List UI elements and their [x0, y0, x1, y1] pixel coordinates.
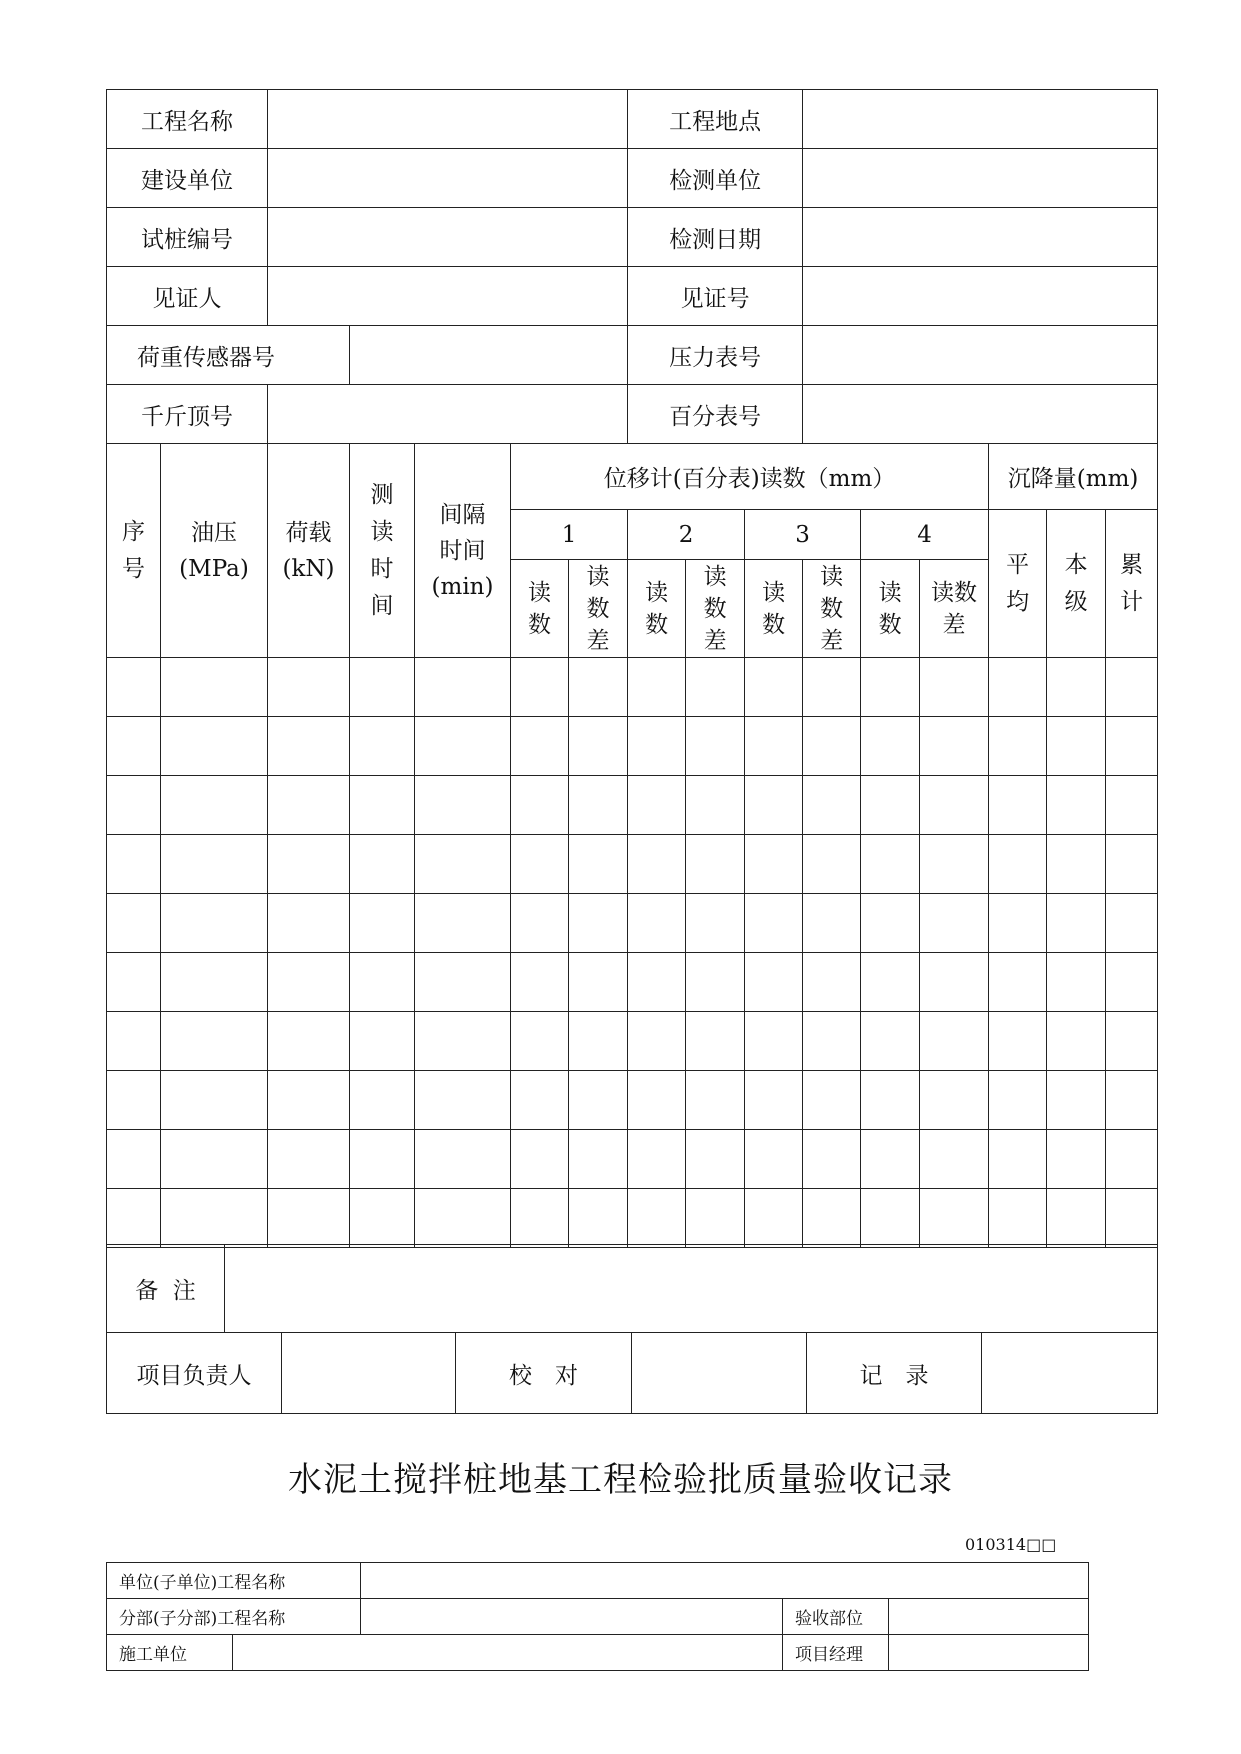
data-cell[interactable] [268, 1012, 350, 1071]
data-cell[interactable] [628, 658, 686, 717]
value-pressure-gauge-no[interactable] [803, 326, 1158, 385]
data-cell[interactable] [107, 1130, 161, 1189]
table-row [107, 658, 1158, 717]
data-cell[interactable] [350, 1071, 415, 1130]
gauge-3: 3 [745, 510, 861, 560]
data-cell[interactable] [628, 1071, 686, 1130]
data-cell[interactable] [511, 835, 569, 894]
data-cell[interactable] [1047, 1071, 1106, 1130]
label-construction-unit: 建设单位 [107, 149, 268, 208]
subdivision-project-field[interactable] [361, 1599, 783, 1635]
col-read-time: 测读时间 [350, 444, 415, 658]
data-cell[interactable] [1047, 717, 1106, 776]
data-cell[interactable] [268, 894, 350, 953]
data-cell[interactable] [861, 1130, 920, 1189]
data-cell[interactable] [989, 1071, 1047, 1130]
data-cell[interactable] [415, 776, 511, 835]
data-cell[interactable] [628, 953, 686, 1012]
data-cell[interactable] [686, 658, 745, 717]
data-cell[interactable] [803, 1012, 861, 1071]
value-dial-gauge-no[interactable] [803, 385, 1158, 444]
data-cell[interactable] [569, 1130, 628, 1189]
info-row [107, 90, 1158, 149]
header-row [107, 444, 1158, 510]
value-witness[interactable] [268, 267, 628, 326]
data-cell[interactable] [861, 1189, 920, 1248]
data-cell[interactable] [511, 953, 569, 1012]
data-cell[interactable] [415, 1012, 511, 1071]
col-seq: 序号 [107, 444, 161, 658]
remarks-field[interactable] [225, 1245, 1158, 1333]
table-row [107, 776, 1158, 835]
col-reading-diff: 读数差 [920, 560, 989, 658]
data-cell[interactable] [268, 1130, 350, 1189]
data-cell[interactable] [161, 1189, 268, 1248]
data-cell[interactable] [628, 1189, 686, 1248]
value-load-sensor-no[interactable] [350, 326, 628, 385]
recorder-field[interactable] [982, 1333, 1158, 1414]
data-cell[interactable] [161, 953, 268, 1012]
data-cell[interactable] [803, 1130, 861, 1189]
data-cell[interactable] [861, 776, 920, 835]
data-cell[interactable] [861, 835, 920, 894]
data-cell[interactable] [511, 776, 569, 835]
label-load-sensor-no: 荷重传感器号 [107, 326, 350, 385]
data-cell[interactable] [920, 953, 989, 1012]
col-reading: 读数 [745, 560, 803, 658]
data-cell[interactable] [268, 717, 350, 776]
table-row [107, 953, 1158, 1012]
col-cumulative: 累计 [1106, 510, 1158, 658]
col-reading-diff: 读数差 [569, 560, 628, 658]
data-rows [107, 658, 1158, 1248]
table-row [107, 717, 1158, 776]
data-cell[interactable] [745, 835, 803, 894]
col-interval-label: 间隔时间 [439, 501, 486, 564]
data-cell[interactable] [745, 717, 803, 776]
data-cell[interactable] [628, 776, 686, 835]
data-cell[interactable] [803, 776, 861, 835]
col-reading: 读数 [861, 560, 920, 658]
subdivision-project-label: 分部(子分部)工程名称 [107, 1599, 361, 1635]
data-cell[interactable] [107, 1071, 161, 1130]
info-row [107, 326, 1158, 385]
data-cell[interactable] [350, 1189, 415, 1248]
data-cell[interactable] [920, 1130, 989, 1189]
data-cell[interactable] [569, 658, 628, 717]
data-cell[interactable] [861, 1071, 920, 1130]
data-cell[interactable] [511, 1130, 569, 1189]
data-cell[interactable] [989, 835, 1047, 894]
value-construction-unit[interactable] [268, 149, 628, 208]
data-cell[interactable] [268, 658, 350, 717]
value-pile-no[interactable] [268, 208, 628, 267]
data-cell[interactable] [989, 1189, 1047, 1248]
project-manager-label: 项目经理 [783, 1635, 889, 1671]
col-displacement: 位移计(百分表)读数（mm） [511, 444, 989, 510]
data-cell[interactable] [350, 835, 415, 894]
label-project-name: 工程名称 [107, 90, 268, 149]
data-cell[interactable] [415, 1189, 511, 1248]
data-cell[interactable] [511, 894, 569, 953]
acceptance-part-field[interactable] [889, 1599, 1089, 1635]
data-cell[interactable] [920, 776, 989, 835]
data-cell[interactable] [569, 894, 628, 953]
data-cell[interactable] [569, 1189, 628, 1248]
data-cell[interactable] [989, 717, 1047, 776]
gauge-1: 1 [511, 510, 628, 560]
col-load [268, 444, 350, 658]
remarks-row [107, 1245, 1158, 1333]
data-cell[interactable] [569, 953, 628, 1012]
table-row [107, 835, 1158, 894]
data-cell[interactable] [861, 1012, 920, 1071]
data-cell[interactable] [1106, 717, 1158, 776]
acceptance-row [107, 1563, 1089, 1599]
data-cell[interactable] [107, 1189, 161, 1248]
data-cell[interactable] [1047, 1012, 1106, 1071]
data-cell[interactable] [1106, 953, 1158, 1012]
data-cell[interactable] [415, 1071, 511, 1130]
data-cell[interactable] [569, 717, 628, 776]
value-test-date[interactable] [803, 208, 1158, 267]
unit-project-field[interactable] [361, 1563, 1089, 1599]
data-cell[interactable] [989, 953, 1047, 1012]
checker-field[interactable] [632, 1333, 807, 1414]
data-cell[interactable] [569, 776, 628, 835]
data-cell[interactable] [569, 1012, 628, 1071]
col-reading: 读数 [511, 560, 569, 658]
data-cell[interactable] [920, 1071, 989, 1130]
data-cell[interactable] [745, 658, 803, 717]
data-cell[interactable] [686, 776, 745, 835]
data-cell[interactable] [1047, 658, 1106, 717]
data-cell[interactable] [803, 658, 861, 717]
data-cell[interactable] [803, 835, 861, 894]
acceptance-row [107, 1599, 1089, 1635]
data-cell[interactable] [861, 717, 920, 776]
info-row [107, 267, 1158, 326]
data-cell[interactable] [415, 1130, 511, 1189]
gauge-4: 4 [861, 510, 989, 560]
data-cell[interactable] [920, 658, 989, 717]
data-cell[interactable] [161, 894, 268, 953]
data-cell[interactable] [350, 1130, 415, 1189]
data-cell[interactable] [1106, 658, 1158, 717]
info-row [107, 208, 1158, 267]
col-this-level: 本级 [1047, 510, 1106, 658]
data-cell[interactable] [1047, 776, 1106, 835]
data-cell[interactable] [107, 894, 161, 953]
data-cell[interactable] [511, 1012, 569, 1071]
data-cell[interactable] [268, 953, 350, 1012]
data-cell[interactable] [989, 1012, 1047, 1071]
col-oil-pressure [161, 444, 268, 658]
value-jack-no[interactable] [268, 385, 628, 444]
col-oil-pressure-label: 油压 [191, 519, 237, 546]
label-witness-no: 见证号 [628, 267, 803, 326]
data-cell[interactable] [268, 835, 350, 894]
signature-row [107, 1333, 1158, 1414]
data-cell[interactable] [803, 894, 861, 953]
data-cell[interactable] [1047, 953, 1106, 1012]
acceptance-part-label: 验收部位 [783, 1599, 889, 1635]
label-jack-no: 千斤顶号 [107, 385, 268, 444]
col-load-unit: (kN) [282, 555, 335, 582]
data-cell[interactable] [511, 658, 569, 717]
data-cell[interactable] [628, 835, 686, 894]
data-cell[interactable] [569, 1071, 628, 1130]
contractor-label: 施工单位 [107, 1635, 233, 1671]
col-settlement: 沉降量(mm) [989, 444, 1158, 510]
value-project-name[interactable] [268, 90, 628, 149]
data-cell[interactable] [861, 658, 920, 717]
value-testing-unit[interactable] [803, 149, 1158, 208]
label-testing-unit: 检测单位 [628, 149, 803, 208]
data-cell[interactable] [107, 953, 161, 1012]
table-row [107, 1130, 1158, 1189]
data-cell[interactable] [628, 717, 686, 776]
data-cell[interactable] [861, 894, 920, 953]
remarks-label: 备 注 [107, 1245, 225, 1333]
data-cell[interactable] [803, 953, 861, 1012]
col-interval-unit: (min) [431, 573, 494, 600]
checker-label: 校 对 [456, 1333, 632, 1414]
data-cell[interactable] [686, 894, 745, 953]
data-cell[interactable] [511, 1071, 569, 1130]
table-row [107, 1012, 1158, 1071]
info-row [107, 149, 1158, 208]
data-cell[interactable] [161, 717, 268, 776]
data-cell[interactable] [1047, 1189, 1106, 1248]
label-dial-gauge-no: 百分表号 [628, 385, 803, 444]
label-witness: 见证人 [107, 267, 268, 326]
col-reading-diff: 读数差 [686, 560, 745, 658]
data-cell[interactable] [350, 776, 415, 835]
data-cell[interactable] [161, 1130, 268, 1189]
data-cell[interactable] [686, 1189, 745, 1248]
recorder-label: 记 录 [807, 1333, 982, 1414]
data-cell[interactable] [1106, 835, 1158, 894]
unit-project-label: 单位(子单位)工程名称 [107, 1563, 361, 1599]
document-title: 水泥土搅拌桩地基工程检验批质量验收记录 [288, 1460, 953, 1500]
pile-test-record-table [106, 89, 1158, 1248]
data-cell[interactable] [415, 717, 511, 776]
data-cell[interactable] [350, 658, 415, 717]
project-leader-label: 项目负责人 [107, 1333, 282, 1414]
data-cell[interactable] [415, 894, 511, 953]
data-cell[interactable] [861, 953, 920, 1012]
document-code: 010314□□ [965, 1535, 1057, 1554]
data-cell[interactable] [161, 1071, 268, 1130]
col-average: 平均 [989, 510, 1047, 658]
data-cell[interactable] [569, 835, 628, 894]
data-cell[interactable] [1047, 894, 1106, 953]
data-cell[interactable] [1047, 835, 1106, 894]
acceptance-table [106, 1562, 1089, 1671]
data-cell[interactable] [686, 835, 745, 894]
data-cell[interactable] [268, 1189, 350, 1248]
col-reading: 读数 [628, 560, 686, 658]
data-cell[interactable] [268, 1071, 350, 1130]
data-cell[interactable] [686, 1071, 745, 1130]
gauge-2: 2 [628, 510, 745, 560]
data-cell[interactable] [686, 1012, 745, 1071]
data-cell[interactable] [686, 717, 745, 776]
data-cell[interactable] [415, 953, 511, 1012]
data-cell[interactable] [511, 1189, 569, 1248]
data-cell[interactable] [803, 1071, 861, 1130]
data-cell[interactable] [920, 835, 989, 894]
data-cell[interactable] [1106, 1130, 1158, 1189]
table-row [107, 1189, 1158, 1248]
data-cell[interactable] [107, 717, 161, 776]
data-cell[interactable] [415, 658, 511, 717]
label-project-location: 工程地点 [628, 90, 803, 149]
data-cell[interactable] [989, 658, 1047, 717]
data-cell[interactable] [628, 894, 686, 953]
data-cell[interactable] [989, 894, 1047, 953]
data-cell[interactable] [511, 717, 569, 776]
table-row [107, 1071, 1158, 1130]
data-cell[interactable] [107, 776, 161, 835]
remarks-signature-table [106, 1244, 1158, 1414]
data-cell[interactable] [161, 658, 268, 717]
project-leader-field[interactable] [282, 1333, 456, 1414]
value-witness-no[interactable] [803, 267, 1158, 326]
data-cell[interactable] [628, 1012, 686, 1071]
project-manager-field[interactable] [889, 1635, 1089, 1671]
col-oil-pressure-unit: (MPa) [179, 555, 249, 582]
data-cell[interactable] [745, 894, 803, 953]
data-cell[interactable] [745, 1189, 803, 1248]
data-cell[interactable] [686, 953, 745, 1012]
col-interval [415, 444, 511, 658]
data-cell[interactable] [989, 776, 1047, 835]
data-cell[interactable] [745, 1071, 803, 1130]
data-cell[interactable] [920, 1189, 989, 1248]
data-cell[interactable] [107, 1012, 161, 1071]
info-row [107, 385, 1158, 444]
data-cell[interactable] [161, 835, 268, 894]
data-cell[interactable] [1106, 1189, 1158, 1248]
label-test-date: 检测日期 [628, 208, 803, 267]
data-cell[interactable] [803, 717, 861, 776]
data-cell[interactable] [628, 1130, 686, 1189]
data-cell[interactable] [745, 953, 803, 1012]
data-cell[interactable] [1047, 1130, 1106, 1189]
data-cell[interactable] [745, 776, 803, 835]
data-cell[interactable] [1106, 894, 1158, 953]
data-cell[interactable] [1106, 1012, 1158, 1071]
data-cell[interactable] [686, 1130, 745, 1189]
label-pressure-gauge-no: 压力表号 [628, 326, 803, 385]
data-cell[interactable] [415, 835, 511, 894]
data-cell[interactable] [745, 1012, 803, 1071]
contractor-field[interactable] [233, 1635, 783, 1671]
data-cell[interactable] [350, 894, 415, 953]
data-cell[interactable] [268, 776, 350, 835]
data-cell[interactable] [1106, 776, 1158, 835]
acceptance-row [107, 1635, 1089, 1671]
data-cell[interactable] [1106, 1071, 1158, 1130]
data-cell[interactable] [350, 717, 415, 776]
label-pile-no: 试桩编号 [107, 208, 268, 267]
data-cell[interactable] [350, 953, 415, 1012]
data-cell[interactable] [803, 1189, 861, 1248]
table-row [107, 894, 1158, 953]
data-cell[interactable] [161, 776, 268, 835]
col-reading-diff: 读数差 [803, 560, 861, 658]
data-cell[interactable] [745, 1130, 803, 1189]
data-cell[interactable] [920, 717, 989, 776]
data-cell[interactable] [989, 1130, 1047, 1189]
data-cell[interactable] [107, 658, 161, 717]
data-cell[interactable] [161, 1012, 268, 1071]
value-project-location[interactable] [803, 90, 1158, 149]
data-cell[interactable] [350, 1012, 415, 1071]
data-cell[interactable] [920, 894, 989, 953]
data-cell[interactable] [107, 835, 161, 894]
col-load-label: 荷载 [285, 519, 332, 546]
data-cell[interactable] [920, 1012, 989, 1071]
